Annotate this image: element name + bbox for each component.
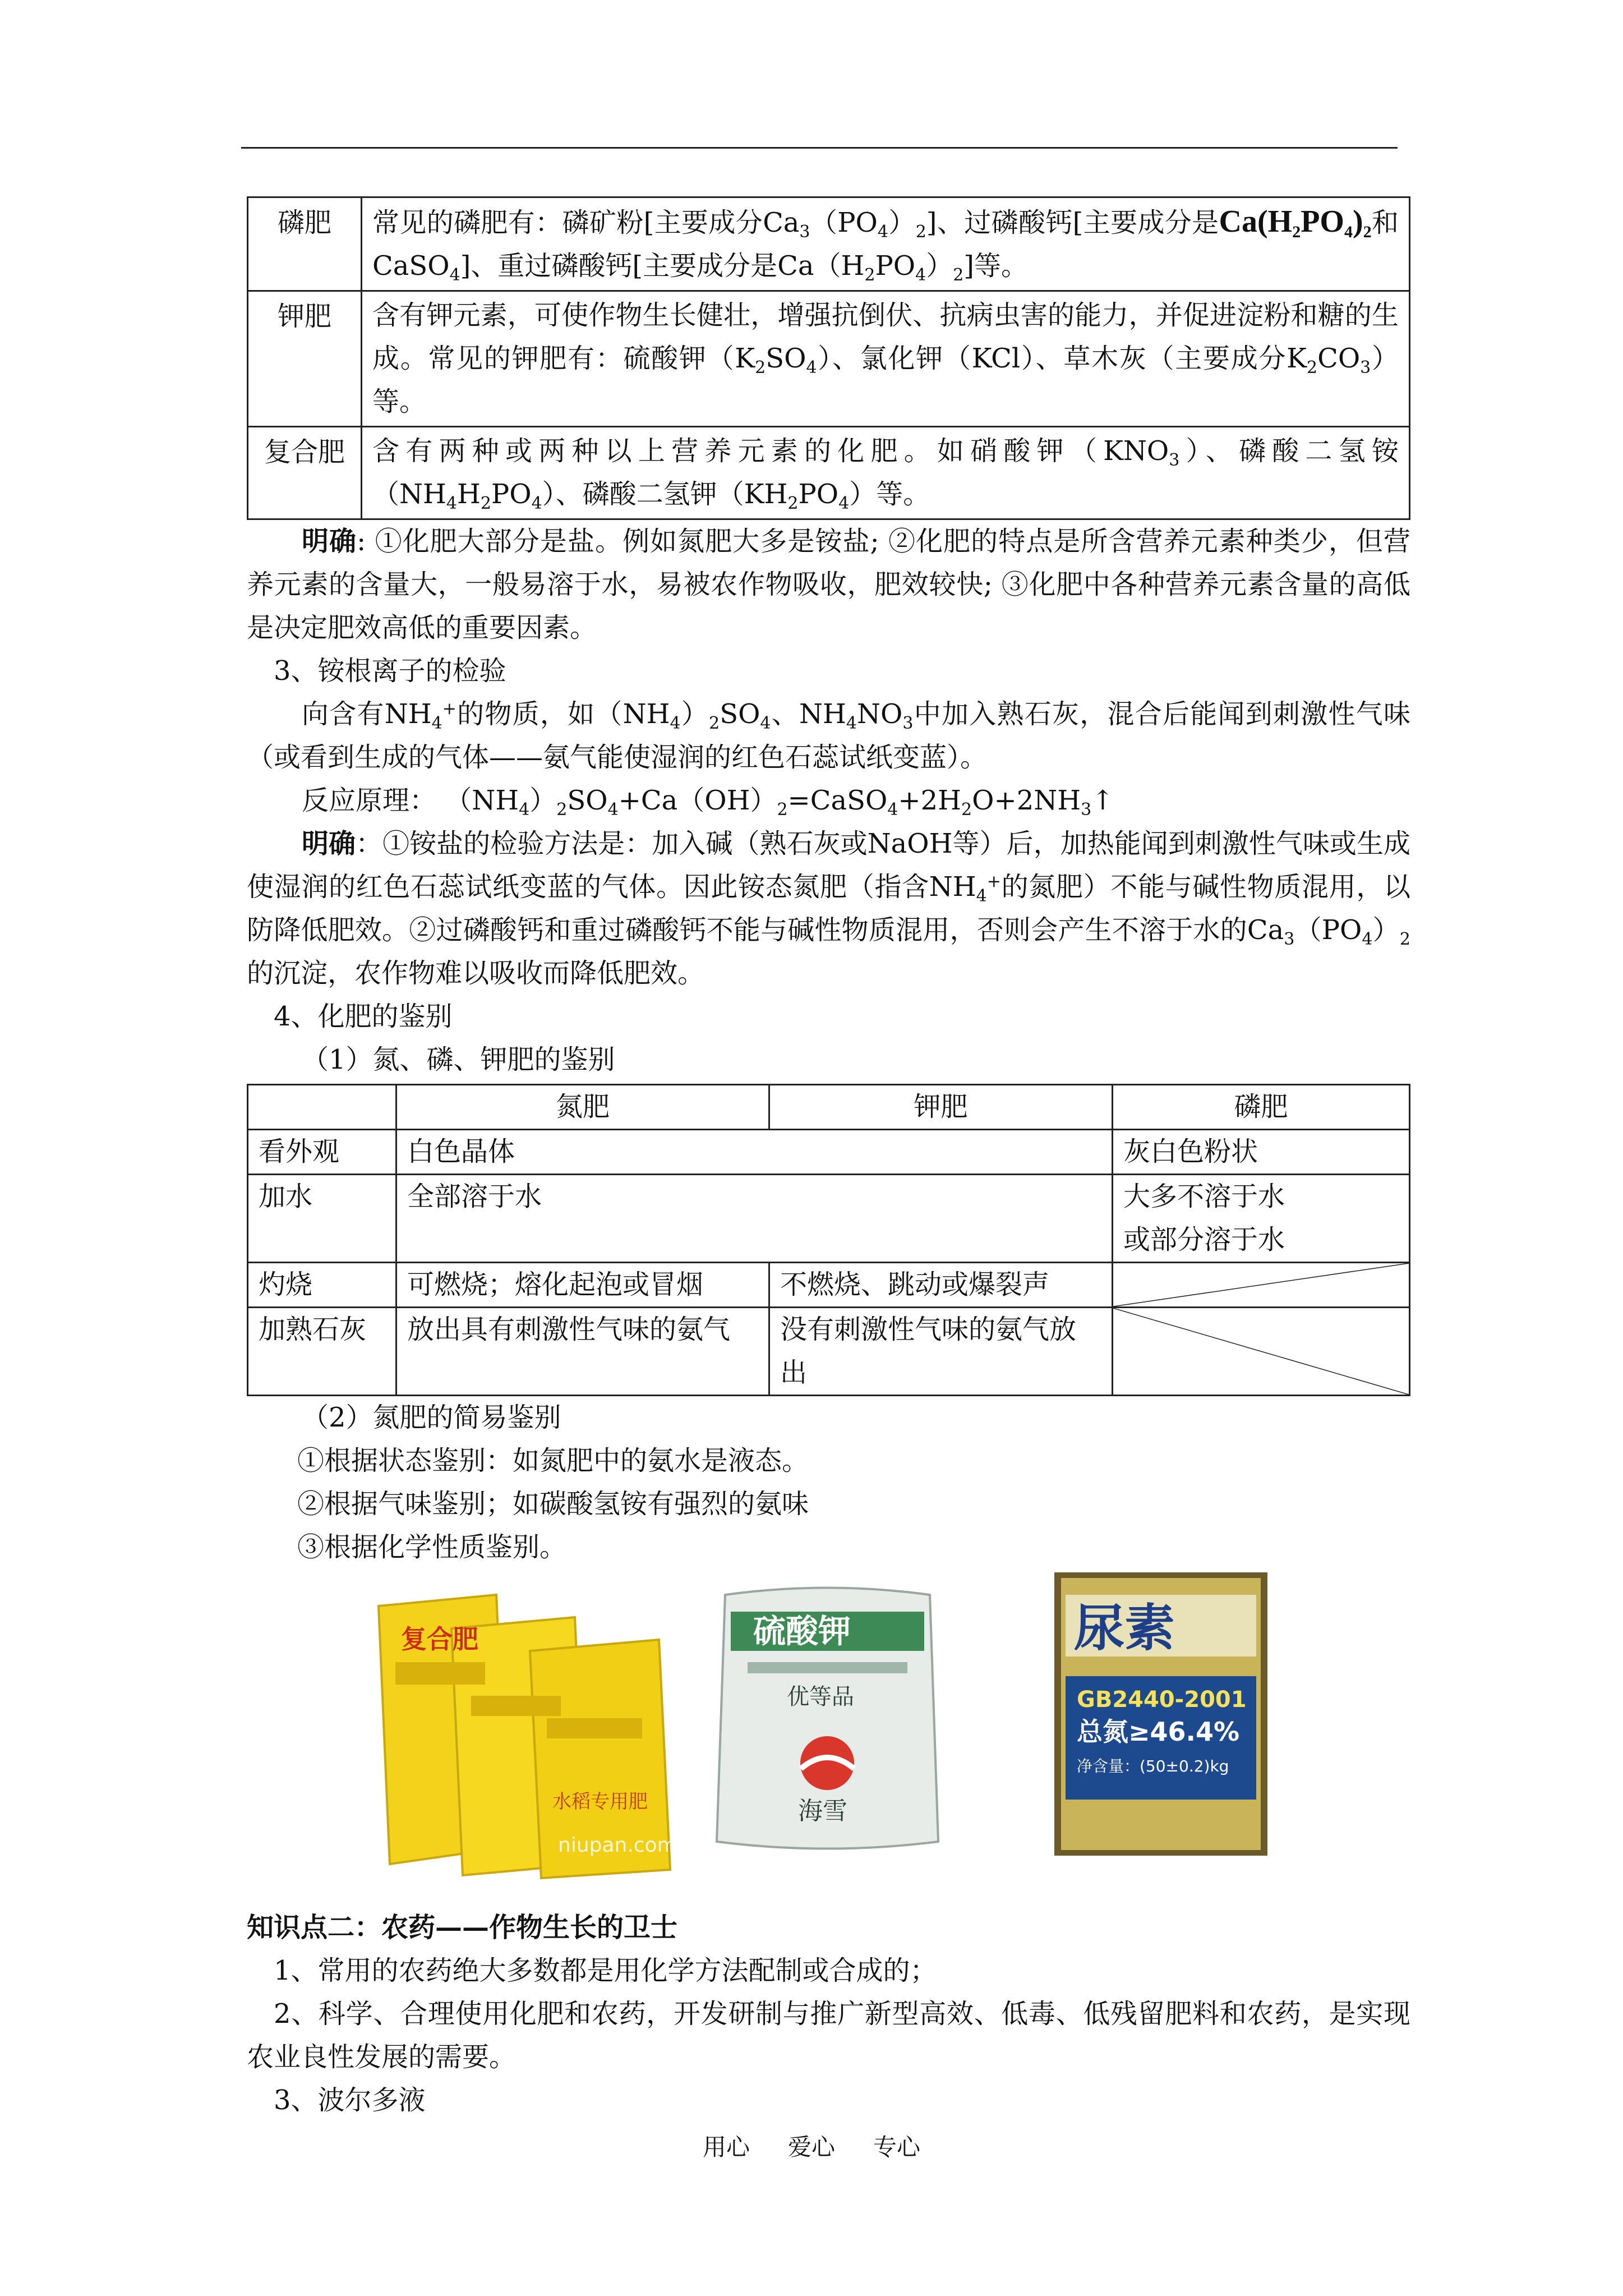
category-cell: 复合肥	[248, 427, 362, 519]
bag-label: 尿素	[1074, 1599, 1175, 1658]
table-cell: 白色晶体	[396, 1130, 1113, 1175]
table-cell: 没有刺激性气味的氨气放出	[769, 1308, 1113, 1396]
row-label: 看外观	[248, 1130, 396, 1175]
header-cell: 氮肥	[396, 1085, 769, 1130]
knowledge-point-item: 2、科学、合理使用化肥和农药，开发研制与推广新型高效、低毒、低残留肥料和农药，是实现农业良性发展的需要。	[247, 1998, 1410, 2073]
clarification-paragraph-1	[247, 520, 1410, 650]
page-footer	[0, 2129, 1623, 2162]
urea-bag-photo	[1054, 1572, 1267, 1856]
row-label: 灼烧	[248, 1263, 396, 1308]
footer-word: 爱心	[787, 2133, 835, 2161]
table-row	[248, 197, 1410, 291]
compound-fertilizer-bags-photo	[367, 1584, 681, 1881]
description-cell: 含有两种或两种以上营养元素的化肥。如硝酸钾$(KNO_3)$、磷酸二氢铵$(NH_4H_2PO_4)$、磷酸二氢钾$(KH_2PO_4)$等。	[362, 427, 1410, 519]
watermark: niupan.com	[558, 1834, 677, 1857]
clarification-label: 明确	[302, 828, 356, 859]
table-row	[248, 1175, 1410, 1263]
fertilizer-photos	[247, 1572, 1410, 1889]
table-row	[248, 1308, 1410, 1396]
table-cell: 全部溶于水	[396, 1175, 1113, 1263]
row-label: 加水	[248, 1175, 396, 1263]
footer-word: 专心	[873, 2133, 921, 2161]
diagonal-empty-cell	[1113, 1308, 1410, 1396]
table-row	[248, 1263, 1410, 1308]
bag-label: 海雪	[798, 1797, 847, 1825]
table-row	[248, 427, 1410, 519]
footer-word: 用心	[702, 2133, 750, 2161]
bag-label: GB2440-2001	[1077, 1687, 1247, 1713]
header-rule	[241, 147, 1398, 149]
header-cell: 钾肥	[769, 1085, 1113, 1130]
row-label: 加熟石灰	[248, 1308, 396, 1396]
bag-label: 净含量：(50±0.2)kg	[1077, 1757, 1229, 1775]
document-body	[247, 196, 1410, 2122]
table-cell: 灰白色粉状	[1113, 1130, 1410, 1175]
reaction-principle: 反应原理： $(NH_4)_2SO_4+Ca(OH)_2=CaSO_4+2H_2O+2NH_3↑$	[302, 785, 1114, 820]
bag-label: 复合肥	[401, 1624, 478, 1654]
table-header-row	[248, 1085, 1410, 1130]
table-row	[248, 291, 1410, 427]
list-item: ③根据化学性质鉴别。	[297, 1531, 567, 1563]
cell-line: 或部分溶于水	[1123, 1224, 1285, 1255]
bag-label: 水稻专用肥	[552, 1791, 648, 1813]
cell-line: 大多不溶于水	[1123, 1181, 1285, 1212]
fertilizer-type-table	[247, 196, 1410, 520]
list-item: ①根据状态鉴别：如氮肥中的氨水是液态。	[297, 1445, 809, 1476]
bag-label: 优等品	[787, 1684, 854, 1710]
bag-label: 总氮≥46.4%	[1077, 1717, 1240, 1747]
potassium-sulfate-bag-photo	[708, 1578, 947, 1858]
table-row	[248, 1130, 1410, 1175]
header-cell: 磷肥	[1113, 1085, 1410, 1130]
table-cell: 不燃烧、跳动或爆裂声	[769, 1263, 1113, 1308]
list-item: ②根据气味鉴别；如碳酸氢铵有强烈的氨味	[297, 1488, 809, 1520]
clarification-text: ：①铵盐的检验方法是：加入碱（熟石灰或NaOH等）后，加热能闻到刺激性气味或生成使湿润的红色石蕊试纸变蓝的气体。因此铵态氮肥（指含$NH_4^+$的氮肥）不能与碱性物质混用，以防降低肥效。②过磷酸钙和重过磷酸钙不能与碱性物质混用，否则会产生不溶于水的$Ca_3(PO_4)_2$的沉淀，农作物难以吸收而降低肥效。	[247, 828, 1410, 989]
table-cell	[1113, 1175, 1410, 1263]
knowledge-point-item: 1、常用的农药绝大多数都是用化学方法配制或合成的；	[274, 1955, 937, 1986]
table-cell: 放出具有刺激性气味的氨气	[396, 1308, 769, 1396]
ammonium-test-paragraph: 向含有$NH_4^+$的物质，如$(NH_4)_2SO_4$、$NH_4NO_3$中加入熟石灰，混合后能闻到刺激性气味（或看到生成的气体——氨气能使湿润的红色石蕊试纸变蓝）。	[247, 698, 1410, 773]
header-cell	[248, 1085, 396, 1130]
diagonal-empty-cell	[1113, 1263, 1410, 1308]
category-cell: 钾肥	[248, 291, 362, 427]
clarification-text: : ①化肥大部分是盐。例如氮肥大多是铵盐; ②化肥的特点是所含营养元素种类少，但营养元素的含量大，一般易溶于水，易被农作物吸收，肥效较快; ③化肥中各种营养元素含量的高低是决定肥效高低的重要因素。	[247, 526, 1410, 643]
subsection-1: （1）氮、磷、钾肥的鉴别	[302, 1044, 615, 1075]
clarification-label: 明确	[302, 526, 357, 557]
category-cell: 磷肥	[248, 197, 362, 291]
knowledge-point-2-title: 知识点二：农药——作物生长的卫士	[247, 1912, 678, 1943]
clarification-paragraph-2	[247, 822, 1410, 995]
section-heading-3: 3、铵根离子的检验	[274, 655, 506, 687]
bag-label: 硫酸钾	[753, 1612, 851, 1650]
description-cell: 含有钾元素，可使作物生长健壮，增强抗倒伏、抗病虫害的能力，并促进淀粉和糖的生成。常见的钾肥有：硫酸钾$(K_2SO_4)$、氯化钾（KCl）、草木灰（主要成分$K_2CO_3$）等。	[362, 291, 1410, 427]
table-cell: 可燃烧；熔化起泡或冒烟	[396, 1263, 769, 1308]
identification-table	[247, 1084, 1410, 1396]
subsection-2: （2）氮肥的简易鉴别	[302, 1402, 561, 1433]
description-cell: 常见的磷肥有：磷矿粉[主要成分$Ca_3(PO_4)_2$]、过磷酸钙[主要成分是$Ca(H_2PO_4)_2$和CaSO$_4$]、重过磷酸钙[主要成分是$Ca(H_2PO_4)_2$]等。	[362, 197, 1410, 291]
knowledge-point-item: 3、波尔多液	[274, 2085, 426, 2116]
section-heading-4: 4、化肥的鉴别	[274, 1001, 453, 1032]
